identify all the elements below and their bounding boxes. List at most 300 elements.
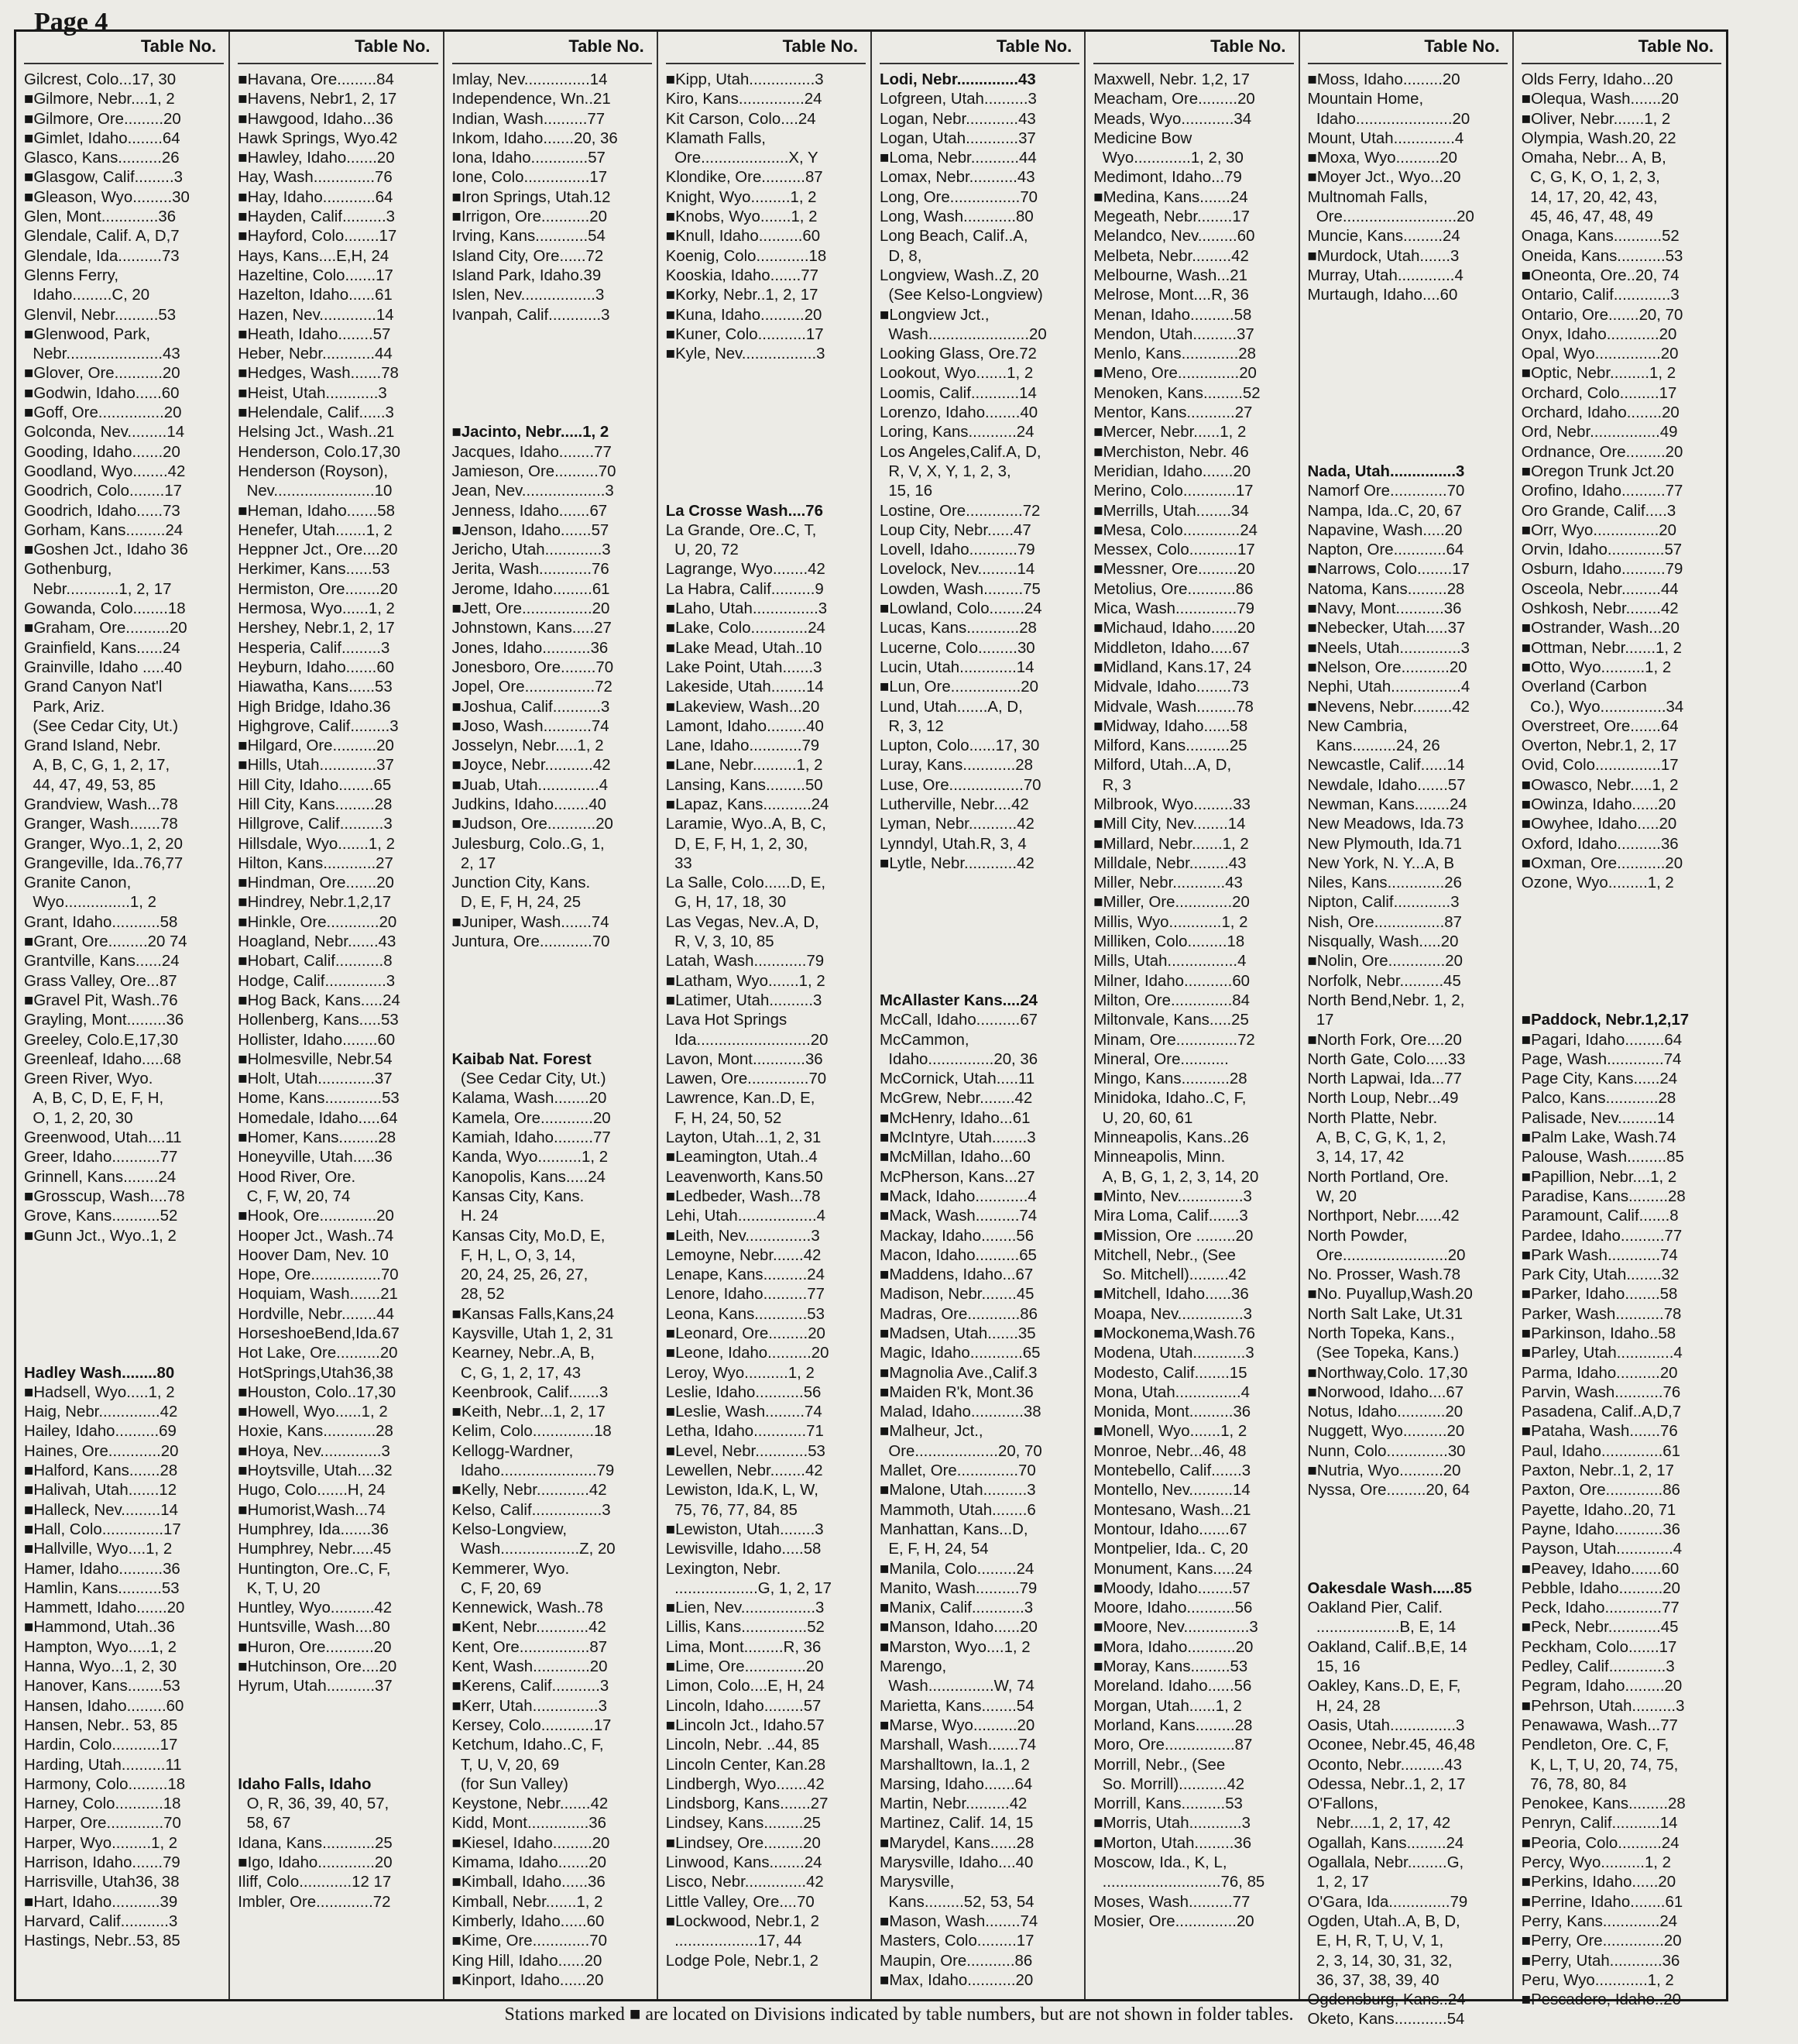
station-entry: ■Millard, Nebr.......1, 2: [1093, 835, 1249, 853]
station-entry: Harrison, Idaho.......79: [24, 1854, 180, 1872]
station-entry: Lowden, Wash.........75: [880, 580, 1041, 598]
station-entry: ■Oregon Trunk Jct.20: [1521, 462, 1674, 480]
station-entry: ■Grosscup, Wash....78: [24, 1187, 185, 1205]
station-entry: O, R, 36, 39, 40, 57,: [238, 1795, 389, 1813]
station-entry: Long, Wash............80: [880, 208, 1034, 226]
station-entry: Hershey, Nebr.1, 2, 17: [238, 620, 395, 637]
station-entry: North Gate, Colo.....33: [1307, 1050, 1466, 1068]
station-entry: Ida..........................20: [665, 1031, 829, 1049]
station-entry: Moses, Wash..........77: [1093, 1893, 1251, 1911]
station-entry: Mackay, Idaho........56: [880, 1227, 1035, 1245]
station-entry: Harvard, Calif...........3: [24, 1912, 178, 1930]
station-entry: ■Perry, Ore..............20: [1521, 1932, 1682, 1950]
station-entry: ■Lytle, Nebr............42: [880, 854, 1035, 872]
station-entry: ■Moyer Jct., Wyo...20: [1307, 169, 1461, 187]
station-entry: Gothenburg,: [24, 561, 112, 579]
station-entry: ■Murdock, Utah.......3: [1307, 247, 1460, 265]
station-entry: ■Kipp, Utah...............3: [665, 71, 824, 88]
station-entry: ■Godwin, Idaho......60: [24, 384, 180, 402]
station-entry: ■Owyhee, Idaho.....20: [1521, 816, 1677, 833]
station-entry: Ketchum, Idaho..C, F,: [451, 1737, 604, 1754]
index-column-1: [16, 32, 230, 1999]
spacer: [666, 404, 866, 423]
station-entry: ■Leslie, Wash.........74: [665, 1403, 822, 1421]
station-entry: Logan, Nebr............43: [880, 110, 1036, 128]
station-entry: ■Mesa, Colo.............24: [1093, 521, 1258, 539]
station-entry: Lomax, Nebr...........43: [880, 169, 1035, 187]
station-entry: Ord, Nebr................49: [1521, 424, 1678, 441]
station-entry: Overstreet, Ore.......64: [1521, 717, 1679, 735]
station-entry: ■Owasco, Nebr.....1, 2: [1521, 776, 1679, 794]
station-entry: Irving, Kans............54: [451, 228, 606, 246]
station-entry: Herkimer, Kans......53: [238, 561, 390, 579]
station-entry: Heber, Nebr............44: [238, 345, 393, 363]
station-entry: Orofino, Idaho..........77: [1521, 483, 1683, 500]
station-entry: Harper, Ore.............70: [24, 1815, 181, 1833]
station-entry: 2, 17: [451, 854, 496, 872]
station-entry: ■Joso, Wash...........74: [451, 717, 609, 735]
station-entry: Ione, Colo...............17: [451, 169, 608, 187]
station-entry: Huntley, Wyo..........42: [238, 1599, 393, 1617]
station-entry: Newcastle, Calif......14: [1307, 757, 1465, 775]
station-entry: Mira Loma, Calif.......3: [1093, 1208, 1248, 1225]
station-entry: Nebr.....1, 2, 17, 42: [1307, 1815, 1451, 1833]
station-entry: ■Kansas Falls,Kans,24: [451, 1305, 615, 1323]
station-entry: Long Beach, Calif..A,: [880, 228, 1028, 246]
station-entry: Lava Hot Springs: [665, 1012, 787, 1029]
page-number: Page 4: [34, 8, 108, 36]
station-entry: Hoquiam, Wash.......21: [238, 1286, 398, 1304]
station-entry: Monument, Kans.....24: [1093, 1560, 1253, 1578]
station-entry: Paxton, Ore.............86: [1521, 1482, 1680, 1500]
station-entry: ■Mockonema,Wash.76: [1093, 1325, 1256, 1342]
station-entry: ■Leonard, Ore.........20: [665, 1325, 825, 1342]
station-entry: Idaho......................79: [451, 1462, 615, 1480]
station-entry: ■Pagari, Idaho.........64: [1521, 1031, 1683, 1049]
station-entry: ■Longview Jct.,: [880, 306, 990, 324]
column-header: Table No.: [1093, 32, 1293, 64]
station-entry: Milbrook, Wyo.........33: [1093, 795, 1251, 813]
station-entry: 2, 3, 14, 30, 31, 32,: [1307, 1952, 1453, 1970]
station-entry: Melandco, Nev.........60: [1093, 228, 1255, 246]
index-column-5: [872, 32, 1086, 1999]
station-entry: Miller, Nebr............43: [1093, 874, 1243, 892]
station-entry: North Powder,: [1307, 1227, 1408, 1245]
station-entry: ■Goshen Jct., Idaho 36: [24, 541, 188, 559]
station-entry: Manito, Wash..........79: [880, 1579, 1038, 1597]
spacer: [666, 482, 866, 501]
station-entry: H. 24: [451, 1208, 499, 1225]
station-entry: Kelim, Colo..............18: [451, 1423, 612, 1441]
station-entry: R, 3: [1093, 776, 1131, 794]
station-entry: Napavine, Wash.....20: [1307, 521, 1463, 539]
station-entry: Nipton, Calif.............3: [1307, 894, 1460, 912]
station-entry: ■Merchiston, Nebr. 46: [1093, 443, 1249, 461]
station-entry: Mammoth, Utah........6: [880, 1501, 1036, 1519]
station-entry: Grandview, Wash...78: [24, 795, 178, 813]
station-entry: Grand Island, Nebr.: [24, 737, 161, 755]
station-entry: ■Marydel, Kans......28: [880, 1834, 1035, 1852]
station-entry: ■Hawley, Idaho.......20: [238, 149, 395, 167]
station-entry: New Cambria,: [1307, 717, 1408, 735]
station-entry: Mountain Home,: [1307, 91, 1424, 108]
column-header: Table No.: [1308, 32, 1508, 64]
station-entry: ■Pescadero, Idaho..20: [1521, 1991, 1681, 2009]
station-entry: 28, 52: [451, 1286, 505, 1304]
station-entry: Kamela, Ore............20: [451, 1109, 611, 1127]
station-entry: ■Mack, Idaho............4: [880, 1187, 1037, 1205]
station-entry: ■Pehrson, Utah..........3: [1521, 1697, 1685, 1715]
station-entry: ■Heath, Idaho........57: [238, 325, 391, 343]
station-entry: Lisco, Nebr..............42: [665, 1874, 824, 1891]
station-entry: Nampa, Ida..C, 20, 67: [1307, 502, 1462, 520]
station-entry: ■Joshua, Calif...........3: [451, 698, 610, 716]
station-entry: 33: [665, 854, 692, 872]
station-entry: ■Jacinto, Nebr.....1, 2: [451, 424, 609, 441]
station-entry: ■Lake Mead, Utah..10: [665, 639, 822, 657]
station-entry: Medicine Bow: [1093, 129, 1192, 147]
station-entry: Lodi, Nebr..............43: [880, 71, 1036, 88]
station-entry: Henderson (Royson),: [238, 462, 389, 480]
station-entry: Mendon, Utah..........37: [1093, 325, 1254, 343]
station-entry: New York, N. Y...A, B: [1307, 854, 1455, 872]
spacer: [666, 384, 866, 404]
station-entry: Orchard, Colo.........17: [1521, 384, 1677, 402]
station-entry: Gilcrest, Colo...17, 30: [24, 71, 177, 88]
station-entry: ■Huron, Ore...........20: [238, 1638, 392, 1656]
station-entry: Green River, Wyo.: [24, 1070, 153, 1088]
station-entry: Lucerne, Colo.........30: [880, 639, 1035, 657]
station-entry: K, T, U, 20: [238, 1579, 321, 1597]
spacer: [1308, 404, 1508, 423]
spacer: [452, 952, 652, 971]
station-entry: ■Peck, Nebr............45: [1521, 1619, 1679, 1637]
station-entry: Grangeville, Ida..76,77: [24, 854, 184, 872]
station-entry: Henderson, Colo.17,30: [238, 443, 400, 461]
station-entry: Granger, Wyo..1, 2, 20: [24, 835, 183, 853]
station-entry: Haig, Nebr..............42: [24, 1403, 178, 1421]
station-entry: Hadley Wash........80: [24, 1364, 175, 1382]
station-entry: ■Hutchinson, Ore....20: [238, 1658, 397, 1676]
station-entry: Grainfield, Kans......24: [24, 639, 180, 657]
station-entry: Pendleton, Ore. C, F,: [1521, 1737, 1669, 1754]
station-entry: Namorf Ore.............70: [1307, 483, 1465, 500]
station-entry: ■Holt, Utah.............37: [238, 1070, 393, 1088]
station-entry: ■Morton, Utah.........36: [1093, 1834, 1252, 1852]
station-entry: ■Judson, Ore...........20: [451, 816, 613, 833]
spacer: [880, 893, 1079, 912]
station-entry: ■Kinport, Idaho......20: [451, 1971, 604, 1989]
station-entry: Kelso, Calif................3: [451, 1501, 611, 1519]
station-entry: ■Hedges, Wash.......78: [238, 365, 399, 383]
station-entry: Koenig, Colo............18: [665, 247, 827, 265]
station-entry: ■Miller, Ore.............20: [1093, 894, 1250, 912]
station-entry: Page, Wash.............74: [1521, 1050, 1682, 1068]
station-entry: Morgan, Utah......1, 2: [1093, 1697, 1242, 1715]
station-entry: Kimball, Nebr.......1, 2: [451, 1893, 603, 1911]
station-entry: La Habra, Calif..........9: [665, 580, 824, 598]
station-entry: Idaho.........C, 20: [24, 287, 150, 304]
station-entry: ■Havana, Ore.........84: [238, 71, 394, 88]
station-entry: La Grande, Ore..C, T,: [665, 521, 817, 539]
station-entry: ■Jett, Ore................20: [451, 600, 610, 618]
station-entry: ...................B, E, 14: [1307, 1619, 1457, 1637]
station-entry: Jean, Nev...................3: [451, 483, 614, 500]
station-entry: ■Houston, Colo..17,30: [238, 1383, 396, 1401]
station-entry: Henefer, Utah.......1, 2: [238, 521, 393, 539]
index-column-4: [658, 32, 872, 1999]
station-entry: Magic, Idaho............65: [880, 1345, 1041, 1362]
spacer: [238, 1716, 437, 1736]
station-entry: Lewisville, Idaho.....58: [665, 1541, 822, 1558]
station-entry: Kanda, Wyo..........1, 2: [451, 1149, 609, 1166]
spacer: [452, 384, 652, 404]
station-entry: O'Fallons,: [1307, 1795, 1378, 1813]
station-entry: Madison, Nebr........45: [880, 1286, 1035, 1304]
station-entry: Lewellen, Nebr........42: [665, 1462, 823, 1480]
station-entry: Jacques, Idaho........77: [451, 443, 612, 461]
station-entry: Lavon, Mont............36: [665, 1050, 823, 1068]
station-entry: Miltonvale, Kans.....25: [1093, 1012, 1249, 1029]
station-entry: Wyo...............1, 2: [24, 894, 156, 912]
station-entry: Laramie, Wyo..A, B, C,: [665, 816, 826, 833]
station-entry: ■Manson, Idaho......20: [880, 1619, 1038, 1637]
station-entry: Milliken, Colo.........18: [1093, 933, 1245, 951]
station-entry: ■Mora, Idaho...........20: [1093, 1638, 1254, 1656]
station-entry: Klamath Falls,: [665, 129, 766, 147]
station-entry: E, H, R, T, U, V, 1,: [1307, 1932, 1444, 1950]
station-entry: ■Nebecker, Utah.....37: [1307, 620, 1466, 637]
spacer: [24, 1285, 224, 1304]
station-entry: C, F, 20, 69: [451, 1579, 542, 1597]
station-entry: North Bend,Nebr. 1, 2,: [1307, 991, 1465, 1009]
station-entry: Marengo,: [880, 1658, 947, 1676]
column-header: Table No.: [1522, 32, 1721, 64]
station-entry: Norfolk, Nebr..........45: [1307, 972, 1461, 990]
station-entry: Hamer, Idaho..........36: [24, 1560, 180, 1578]
station-entry: A, B, G, 1, 2, 3, 14, 20: [1093, 1168, 1259, 1186]
station-entry: ■Moore, Nev...............3: [1093, 1619, 1258, 1637]
index-column-6: [1086, 32, 1299, 1999]
station-entry: Omaha, Nebr... A, B,: [1521, 149, 1666, 167]
station-entry: Hodge, Calif..............3: [238, 972, 396, 990]
spacer: [238, 1697, 437, 1716]
spacer: [1308, 325, 1508, 345]
station-entry: Merino, Colo............17: [1093, 483, 1254, 500]
station-entry: ■Hammond, Utah..36: [24, 1619, 175, 1637]
station-entry: Homedale, Idaho.....64: [238, 1109, 398, 1127]
station-entry: Oakesdale Wash.....85: [1307, 1579, 1472, 1597]
station-entry: Huntington, Ore..C, F,: [238, 1560, 391, 1578]
spacer: [880, 874, 1079, 893]
spacer: [1308, 384, 1508, 404]
station-entry: Idaho...............20, 36: [880, 1050, 1038, 1068]
station-entry: HotSprings,Utah36,38: [238, 1364, 393, 1382]
station-entry: Murtaugh, Idaho....60: [1307, 287, 1458, 304]
station-entry: Longview, Wash..Z, 20: [880, 266, 1039, 284]
station-entry: D, 8,: [880, 247, 922, 265]
station-entry: Perry, Kans.............24: [1521, 1912, 1678, 1930]
station-entry: ■Glasgow, Calif.........3: [24, 169, 183, 187]
station-entry: Nuggett, Wyo..........20: [1307, 1423, 1465, 1441]
station-entry: Ore....................X, Y: [665, 149, 818, 167]
station-entry: Loup City, Nebr......47: [880, 521, 1031, 539]
station-entry: Montour, Idaho.......67: [1093, 1520, 1247, 1538]
station-entry: Lovelock, Nev.........14: [880, 561, 1035, 579]
station-entry: Parvin, Wash...........76: [1521, 1383, 1681, 1401]
station-entry: ■Oliver, Nebr.......1, 2: [1521, 110, 1671, 128]
station-entry: ■Leamington, Utah..4: [665, 1149, 818, 1166]
station-entry: Oketo, Kans............54: [1307, 2011, 1465, 2029]
station-entry: Napton, Ore............64: [1307, 541, 1464, 559]
station-entry: Hordville, Nebr........44: [238, 1305, 394, 1323]
station-entry: ■Iron Springs, Utah.12: [451, 188, 611, 206]
station-entry: Independence, Wn..21: [451, 91, 611, 108]
station-entry: ■Narrows, Colo........17: [1307, 561, 1470, 579]
station-entry: Jamieson, Ore..........70: [451, 462, 616, 480]
station-entry: Ogden, Utah..A, B, D,: [1307, 1912, 1460, 1930]
spacer: [1308, 306, 1508, 325]
station-entry: E, F, H, 24, 54: [880, 1541, 989, 1558]
station-entry: Mosier, Ore..............20: [1093, 1912, 1254, 1930]
station-entry: Honeyville, Utah.....36: [238, 1149, 393, 1166]
station-entry: Monroe, Nebr...46, 48: [1093, 1442, 1247, 1460]
station-entry: ■Laho, Utah...............3: [665, 600, 828, 618]
station-entry: Los Angeles,Calif.A, D,: [880, 443, 1041, 461]
station-entry: ...........................76, 85: [1093, 1874, 1265, 1891]
station-entry: Muncie, Kans.........24: [1307, 228, 1460, 246]
station-entry: ■Kimball, Idaho......36: [451, 1874, 606, 1891]
station-entry: Lofgreen, Utah..........3: [880, 91, 1037, 108]
station-entry: Martin, Nebr..........42: [880, 1795, 1028, 1813]
station-entry: ■Magnolia Ave.,Calif.3: [880, 1364, 1038, 1382]
station-entry: ■Oxman, Ore...........20: [1521, 854, 1683, 872]
station-entry: Hesperia, Calif.........3: [238, 639, 390, 657]
station-entry: Mentor, Kans...........27: [1093, 404, 1253, 422]
station-entry: Ogallah, Kans.........24: [1307, 1834, 1464, 1852]
station-entry: ■Nelson, Ore...........20: [1307, 658, 1467, 676]
station-entry: ■Manix, Calif............3: [880, 1599, 1034, 1617]
station-entry: 1, 2, 17: [1307, 1874, 1369, 1891]
station-entry: Kans.........52, 53, 54: [880, 1893, 1035, 1911]
station-entry: (See Cedar City, Ut.): [24, 717, 179, 735]
station-entry: Niles, Kans.............26: [1307, 874, 1462, 892]
station-entry: Moscow, Ida., K, L,: [1093, 1854, 1227, 1872]
station-entry: Lorenzo, Idaho........40: [880, 404, 1038, 422]
station-entry: Montebello, Calif.......3: [1093, 1462, 1251, 1480]
station-entry: Lookout, Wyo.......1, 2: [880, 365, 1034, 383]
station-entry: ■Papillion, Nebr....1, 2: [1521, 1168, 1677, 1186]
station-entry: Grantville, Kans......24: [24, 953, 180, 970]
station-entry: Keenbrook, Calif.......3: [451, 1383, 609, 1401]
station-entry: Hoxie, Kans............28: [238, 1423, 393, 1441]
station-entry: Milner, Idaho...........60: [1093, 972, 1250, 990]
spacer: [666, 443, 866, 462]
station-entry: ■Kelly, Nebr............42: [451, 1482, 607, 1500]
station-entry: Island City, Ore......72: [451, 247, 604, 265]
station-entry: ■Hoya, Nev..............3: [238, 1442, 390, 1460]
spacer: [452, 345, 652, 364]
station-entry: ■Kime, Ore.............70: [451, 1932, 607, 1950]
station-entry: O, 1, 2, 20, 30: [24, 1109, 133, 1127]
station-entry: Oasis, Utah...............3: [1307, 1716, 1465, 1734]
station-entry: ■Knobs, Wyo.......1, 2: [665, 208, 818, 226]
station-entry: Indian, Wash..........77: [451, 110, 606, 128]
station-entry: Iona, Idaho.............57: [451, 149, 606, 167]
station-entry: Harmony, Colo.........18: [24, 1775, 186, 1793]
station-entry: Loomis, Calif...........14: [880, 384, 1037, 402]
index-column-3: [444, 32, 658, 1999]
station-entry: ■Lakeview, Wash...20: [665, 698, 820, 716]
station-entry: Glenvil, Nebr..........53: [24, 306, 177, 324]
station-entry: ■Otto, Wyo..........1, 2: [1521, 658, 1672, 676]
station-entry: Gowanda, Colo........18: [24, 600, 186, 618]
station-entry: ■Lindsey, Ore.........20: [665, 1834, 821, 1852]
station-entry: Montpelier, Ida.. C, 20: [1093, 1541, 1248, 1558]
spacer: [880, 952, 1079, 971]
station-entry: ■Lime, Ore..............20: [665, 1658, 824, 1676]
station-entry: Newman, Kans........24: [1307, 795, 1467, 813]
station-entry: Marietta, Kans........54: [880, 1697, 1035, 1715]
station-entry: North Lapwai, Ida...77: [1307, 1070, 1462, 1088]
station-entry: Peck, Idaho.............77: [1521, 1599, 1680, 1617]
spacer: [452, 991, 652, 1011]
station-entry: ■Manila, Colo.........24: [880, 1560, 1035, 1578]
station-entry: (See Cedar City, Ut.): [451, 1070, 606, 1088]
station-entry: D, E, F, H, 1, 2, 30,: [665, 835, 808, 853]
station-entry: Moore, Idaho...........56: [1093, 1599, 1253, 1617]
station-entry: Haines, Ore............20: [24, 1442, 179, 1460]
station-entry: R, 3, 12: [880, 717, 944, 735]
station-entry: ■Hindrey, Nebr.1,2,17: [238, 894, 392, 912]
station-entry: Kemmerer, Wyo.: [451, 1560, 570, 1578]
station-entry: Kooskia, Idaho.......77: [665, 266, 818, 284]
station-entry: Looking Glass, Ore.72: [880, 345, 1037, 363]
station-entry: ■Navy, Mont...........36: [1307, 600, 1462, 618]
station-entry: Lyman, Nebr...........42: [880, 816, 1035, 833]
station-entry: Limon, Colo....E, H, 24: [665, 1678, 825, 1695]
station-entry: Imbler, Ore.............72: [238, 1893, 391, 1911]
station-entry: ■Optic, Nebr.........1, 2: [1521, 365, 1676, 383]
spacer: [1308, 423, 1508, 442]
station-entry: ■Mason, Wash........74: [880, 1912, 1038, 1930]
station-entry: Midvale, Wash.........78: [1093, 698, 1254, 716]
station-entry: ■Goff, Ore...............20: [24, 404, 182, 422]
station-entry: Mount, Utah..............4: [1307, 129, 1464, 147]
station-entry: ■Paddock, Nebr.1,2,17: [1521, 1012, 1690, 1029]
station-entry: Loring, Kans...........24: [880, 424, 1035, 441]
station-entry: ■Mitchell, Idaho......36: [1093, 1286, 1249, 1304]
station-entry: Paramount, Calif.......8: [1521, 1208, 1679, 1225]
station-entry: ■No. Puyallup,Wash.20: [1307, 1286, 1473, 1304]
station-entry: Natoma, Kans.........28: [1307, 580, 1465, 598]
station-entry: ■Park Wash............74: [1521, 1246, 1678, 1264]
station-entry: Palouse, Wash.........85: [1521, 1149, 1684, 1166]
station-entry: McGrew, Nebr........42: [880, 1090, 1033, 1108]
station-entry: ■Hadsell, Wyo.....1, 2: [24, 1383, 175, 1401]
station-entry: Odessa, Nebr..1, 2, 17: [1307, 1775, 1466, 1793]
station-entry: Meacham, Ore.........20: [1093, 91, 1255, 108]
station-entry: Meads, Wyo............34: [1093, 110, 1252, 128]
station-entry: Hastings, Nebr..53, 85: [24, 1932, 180, 1950]
station-entry: ■Olequa, Wash.......20: [1521, 91, 1679, 108]
station-entry: Middleton, Idaho.....67: [1093, 639, 1251, 657]
station-entry: Midvale, Idaho........73: [1093, 678, 1249, 696]
station-entry: Leslie, Idaho...........56: [665, 1383, 822, 1401]
station-entry: ■Jenson, Idaho.......57: [451, 521, 609, 539]
spacer: [238, 1756, 437, 1775]
station-entry: ■Humorist,Wash...74: [238, 1501, 386, 1519]
